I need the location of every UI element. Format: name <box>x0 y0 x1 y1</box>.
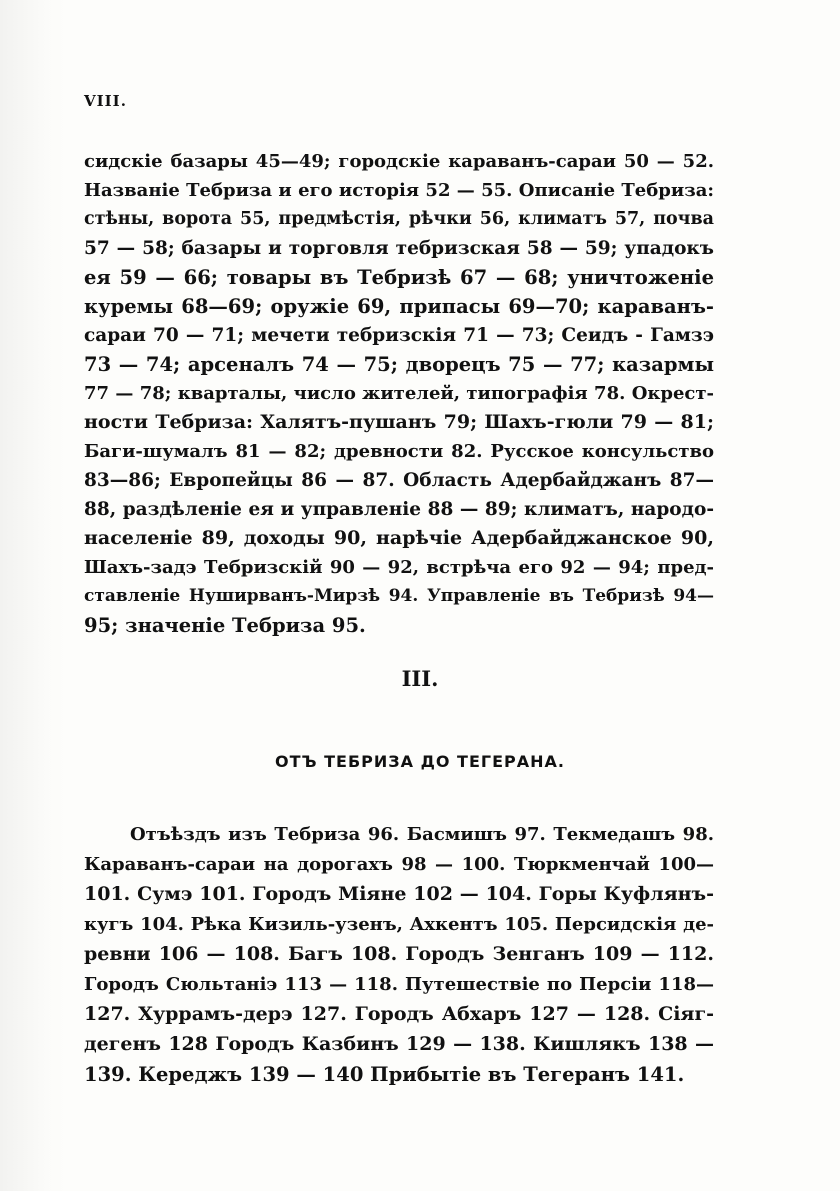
text-line: дегенъ 128 Городъ Казбинъ 129 — 138. Кишлякъ 138 — <box>84 1033 714 1055</box>
text-line: куремы 68—69; оружіе 69, припасы 69—70; караванъ- <box>84 295 714 318</box>
text-line: Названіе Тебриза и его исторія 52 — 55. Описаніе Тебриза: <box>84 180 714 201</box>
text-line: стѣны, ворота 55, предмѣстія, рѣчки 56, климатъ 57, почва <box>84 209 714 229</box>
text-line: ревни 106 — 108. Багъ 108. Городъ Зенганъ 109 — 112. <box>84 943 714 965</box>
text-line: ея 59 — 66; товары въ Тебризѣ 67 — 68; уничтоженіе <box>84 266 714 289</box>
text-line: Караванъ-сараи на дорогахъ 98 — 100. Тюркменчай 100— <box>84 854 714 875</box>
section-number: III. <box>401 666 439 691</box>
text-line: 77 — 78; кварталы, число жителей, типографія 78. Окрест- <box>84 383 714 404</box>
text-line: 95; значеніе Тебриза 95. <box>84 614 366 637</box>
section-title: ОТЪ ТЕБРИЗА ДО ТЕГЕРАНА. <box>275 752 565 771</box>
text-line: ставленіе Нуширванъ-Мирзѣ 94. Управленіе въ Тебризѣ 94— <box>84 586 714 606</box>
text-line: Отъѣздъ изъ Тебриза 96. Басмишъ 97. Текмедашъ 98. <box>130 824 714 845</box>
text-line: 139. Кереджъ 139 — 140 Прибытіе въ Тегеранъ 141. <box>84 1063 685 1086</box>
text-line: кугъ 104. Рѣка Кизиль-узенъ, Ахкентъ 105. Персидскія де- <box>84 914 714 935</box>
text-line: населеніе 89, доходы 90, нарѣчіе Адербайджанское 90, <box>84 527 714 549</box>
text-line: 127. Хуррамъ-дерэ 127. Городъ Абхаръ 127 — 128. Сіяг- <box>84 1003 714 1025</box>
text-line: 101. Сумэ 101. Городъ Міяне 102 — 104. Горы Куфлянъ- <box>84 883 714 905</box>
text-line: 73 — 74; арсеналъ 74 — 75; дворецъ 75 — 77; казармы <box>84 353 714 376</box>
text-line: ности Тебриза: Халятъ-пушанъ 79; Шахъ-гюли 79 — 81; <box>84 411 714 433</box>
text-line: 88, раздѣленіе ея и управленіе 88 — 89; климатъ, народо- <box>84 499 714 520</box>
text-line: сараи 70 — 71; мечети тебризскія 71 — 73; Сеидъ - Гамзэ <box>84 325 714 346</box>
text-line: 57 — 58; базары и торговля тебризская 58 — 59; упадокъ <box>84 238 714 259</box>
page-number: VIII. <box>84 92 127 110</box>
page-gutter-shadow <box>0 0 66 1191</box>
text-line: Шахъ-задэ Тебризскій 90 — 92, встрѣча его 92 — 94; пред- <box>84 557 714 578</box>
text-line: сидскіе базары 45—49; городскіе караванъ-сараи 50 — 52. <box>84 151 714 172</box>
text-line: Баги-шумалъ 81 — 82; древности 82. Русское консульство <box>84 441 714 462</box>
text-line: 83—86; Европейцы 86 — 87. Область Адербайджанъ 87— <box>84 470 714 491</box>
text-line: Городъ Сюльтаніэ 113 — 118. Путешествіе по Персіи 118— <box>84 974 714 995</box>
